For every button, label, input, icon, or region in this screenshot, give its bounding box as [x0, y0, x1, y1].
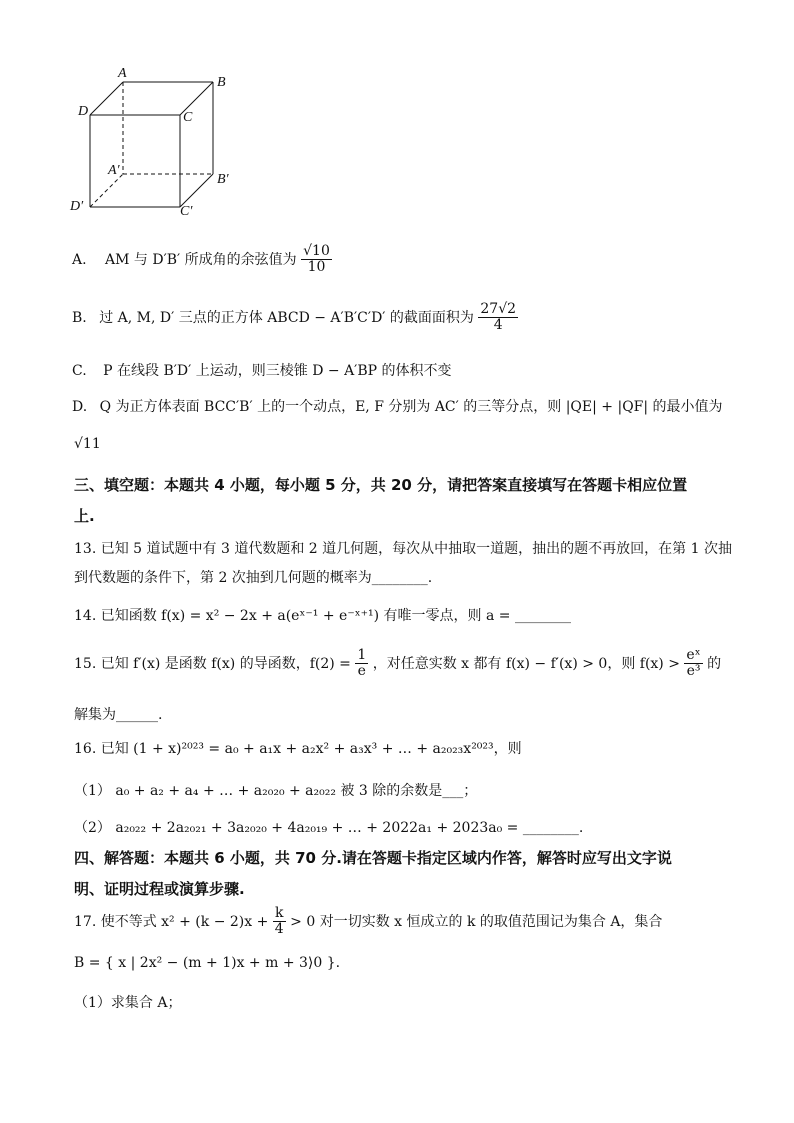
option-d: [72, 396, 723, 416]
cube-label-C1: C′: [180, 204, 193, 219]
section-3-heading-cont: 上.: [74, 507, 95, 525]
option-d-continued: √11: [74, 436, 101, 452]
option-a-frac-num: √10: [303, 243, 330, 259]
option-a-text: AM 与 D′B′ 所成角的余弦值为: [105, 251, 297, 268]
q15: [74, 648, 721, 680]
option-b-frac-num: 27√2: [480, 301, 517, 317]
section-4-heading-cont: 明、证明过程或演算步骤.: [74, 880, 245, 898]
q15-f2-den: e: [357, 663, 366, 680]
option-a-prefix: A.: [72, 251, 87, 268]
cube-label-D1: D′: [70, 199, 84, 214]
option-b-text: 过 A, M, D′ 三点的正方体 ABCD − A′B′C′D′ 的截面面积为: [99, 309, 474, 326]
q13-line2: 到代数题的条件下，第 2 次抽到几何题的概率为________.: [74, 570, 433, 586]
q15-rhs-den: e³: [686, 663, 701, 680]
q16: 16. 已知 (1 + x)²⁰²³ = a₀ + a₁x + a₂x² + a₃x³ + … + a₂₀₂₃x²⁰²³，则: [74, 741, 522, 757]
q17-part1: （1）求集合 A；: [74, 995, 182, 1011]
q16-part2: （2） a₂₀₂₂ + 2a₂₀₂₁ + 3a₂₀₂₀ + 4a₂₀₁₉ + … + 2022a₁ + 2023a₀ = ________.: [74, 820, 584, 836]
q17-pre: 17. 使不等式 x² + (k − 2)x +: [74, 913, 269, 930]
q15-f2-num: 1: [357, 647, 367, 663]
option-c-text: P 在线段 B′D′ 上运动，则三棱锥 D − A′BP 的体积不变: [103, 363, 452, 379]
section-3-heading: 三、填空题：本题共 4 小题，每小题 5 分，共 20 分，请把答案直接填写在答题卡相应位置: [74, 476, 688, 494]
cube-figure: [60, 60, 240, 230]
q17-set-b: B = { x | 2x² − (m + 1)x + m + 3⟩0 }.: [74, 955, 341, 971]
q15-post: 的: [707, 655, 722, 672]
cube-label-C: C: [183, 110, 193, 125]
q15-pre: 15. 已知 f′(x) 是函数 f(x) 的导函数，f(2) =: [74, 655, 351, 672]
option-d-text: Q 为正方体表面 BCC′B′ 上的一个动点，E, F 分别为 AC′ 的三等分点，则 |QE| + |QF| 的最小值为: [99, 399, 723, 415]
q15-frac-f2: [355, 648, 368, 680]
option-c: [72, 360, 452, 380]
q15-frac-rhs: [684, 648, 702, 680]
q15-rhs-num: eˣ: [686, 647, 701, 663]
cube-label-D: D: [78, 104, 89, 119]
option-a-fraction: [301, 244, 332, 276]
option-b-frac-den: 4: [493, 317, 503, 334]
option-b-prefix: B.: [72, 309, 87, 326]
option-b-fraction: [478, 302, 518, 334]
option-c-prefix: C.: [72, 363, 87, 379]
option-d-prefix: D.: [72, 399, 88, 415]
q15-line2: 解集为______.: [74, 707, 163, 723]
cube-label-B: B: [217, 75, 226, 90]
q17-frac-den: 4: [274, 921, 284, 938]
q17: [74, 906, 662, 938]
q14: 14. 已知函数 f(x) = x² − 2x + a(eˣ⁻¹ + e⁻ˣ⁺¹) 有唯一零点，则 a = ________: [74, 608, 571, 624]
cube-label-B1: B′: [217, 172, 229, 187]
cube-label-A1: A′: [108, 163, 120, 178]
q15-mid: ，对任意实数 x 都有 f(x) − f′(x) > 0，则 f(x) >: [372, 655, 680, 672]
cube-label-A: A: [118, 66, 127, 81]
option-a: [72, 244, 332, 276]
q16-part1: （1） a₀ + a₂ + a₄ + … + a₂₀₂₀ + a₂₀₂₂ 被 3 除的余数是___；: [74, 783, 478, 799]
q17-frac: [273, 906, 286, 938]
option-b: [72, 302, 518, 334]
q13-line1: 13. 已知 5 道试题中有 3 道代数题和 2 道几何题，每次从中抽取一道题，抽出的题不再放回，在第 1 次抽: [74, 541, 732, 557]
option-a-frac-den: 10: [307, 259, 326, 276]
section-4-heading: 四、解答题：本题共 6 小题，共 70 分.请在答题卡指定区域内作答，解答时应写出文字说: [74, 849, 672, 867]
q17-frac-num: k: [273, 906, 286, 922]
q17-post: > 0 对一切实数 x 恒成立的 k 的取值范围记为集合 A，集合: [290, 913, 663, 930]
